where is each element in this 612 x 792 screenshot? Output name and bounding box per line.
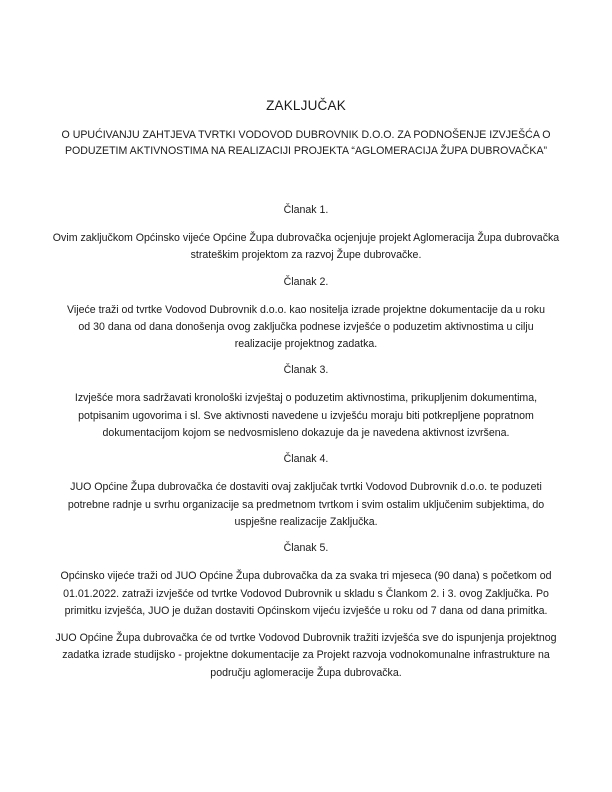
article-3-heading: Članak 3. <box>283 364 329 377</box>
article-2-text: Vijeće traži od tvrtke Vodovod Dubrovnik d.o.o. kao nositelja izrade projektne dokumentacije da u roku od 30 dana od dana donošenja ovog zaključka podnese izvješće o poduzetim aktivnostima u cilju realizacije projektnog zadatka. <box>67 303 545 351</box>
article-4-text: JUO Općine Župa dubrovačka će dostaviti ovaj zaključak tvrtki Vodovod Dubrovnik d.o.o. te poduzeti potrebne radnje u svrhu organizacije sa predmetnom tvrtkom i svim ostalim uključenim subjektima, do uspješne realizacije Zaključka. <box>67 481 545 528</box>
article-5-text: Općinsko vijeće traži od JUO Općine Župa dubrovačka da za svaka tri mjeseca (90 dana) s početkom od 01.01.2022. zatraži izvješće od tvrtke Vodovod Dubrovnik u skladu s Člankom 2. i 3. ovog Zaključka. Po primitku izvješća, JUO je dužan dostaviti Općinskom vijeću izvješće u roku od 7 dana od dana primitka. <box>60 570 552 617</box>
document-title: ZAKLJUČAK <box>266 98 346 113</box>
article-3-text: Izvješće mora sadržavati kronološki izvještaj o poduzetim aktivnostima, prikupljenim dokumentima, potpisanim ugovorima i sl. Sve aktivnosti navedene u izvješću moraju biti potkrepljene popratnom dokumentacijom kojom se nedvosmisleno dokazuje da je navedena aktivnost izvršena. <box>74 392 538 440</box>
article-1-heading: Članak 1. <box>283 204 329 216</box>
closing-paragraph: JUO Općine Župa dubrovačka će od tvrtke Vodovod Dubrovnik tražiti izvješća sve do ispunjenja projektnog zadatka izrade studijsko - projektne dokumentacije za Projekt razvoja vodnokomunalne infrastrukture na području aglomeracije Župa dubrovačka. <box>55 632 557 679</box>
article-2-heading: Članak 2. <box>283 275 329 288</box>
article-1-text: Ovim zaključkom Općinsko vijeće Općine Župa dubrovačka ocjenjuje projekt Aglomeracija Župa dubrovačka strateškim projektom za razvoj Župe dubrovačke. <box>52 232 560 262</box>
article-5-heading: Članak 5. <box>283 542 329 555</box>
document-content <box>52 97 560 682</box>
article-4-heading: Članak 4. <box>283 453 329 466</box>
document-subtitle: O UPUĆIVANJU ZAHTJEVA TVRTKI VODOVOD DUBROVNIK D.O.O. ZA PODNOŠENJE IZVJEŠĆA O PODUZETIM AKTIVNOSTIMA NA REALIZACIJI PROJEKTA “AGLOMERACIJA ŽUPA DUBROVAČKA” <box>61 129 551 157</box>
